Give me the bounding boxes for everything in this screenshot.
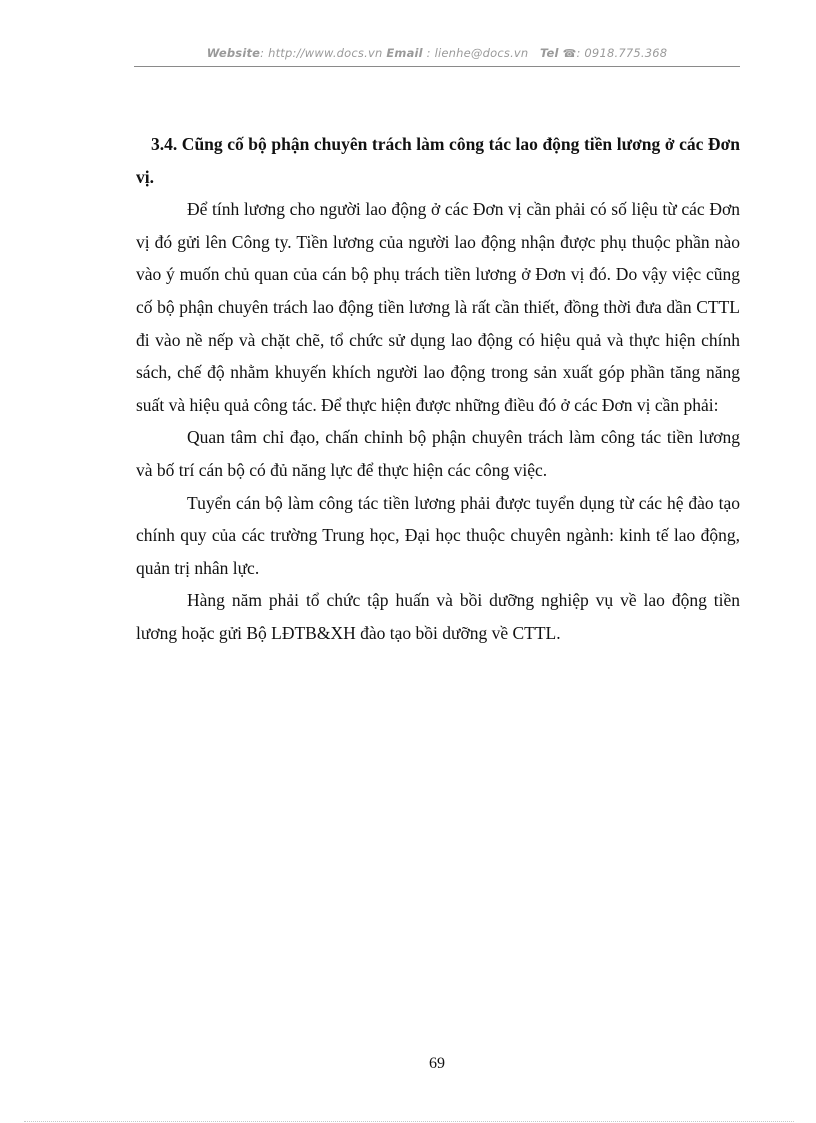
email-label: Email — [386, 46, 423, 60]
section-heading: 3.4. Cũng cố bộ phận chuyên trách làm công tác lao động tiền lương ở các Đơn vị. — [136, 134, 740, 187]
tel-label: Tel — [540, 46, 559, 60]
website-label: Website — [206, 46, 261, 60]
page-header — [134, 46, 740, 60]
document-body — [136, 128, 740, 650]
website-value: : http://www.docs.vn — [260, 46, 383, 60]
paragraph: Hàng năm phải tổ chức tập huấn và bồi dưỡng nghiệp vụ về lao động tiền lương hoặc gửi Bộ LĐTB&XH đào tạo bồi dưỡng về CTTL. — [136, 590, 740, 643]
telephone-icon: ☎ — [562, 47, 577, 60]
email-value: : lienhe@docs.vn — [422, 46, 529, 60]
page-bottom-border — [24, 1121, 794, 1122]
paragraph: Quan tâm chỉ đạo, chấn chỉnh bộ phận chuyên trách làm công tác tiền lương và bố trí cán bộ có đủ năng lực để thực hiện các công việc. — [136, 427, 740, 480]
tel-value: : 0918.775.368 — [576, 46, 668, 60]
paragraph: Tuyển cán bộ làm công tác tiền lương phải được tuyển dụng từ các hệ đào tạo chính quy của các trường Trung học, Đại học thuộc chuyên ngành: kinh tế lao động, quản trị nhân lực. — [136, 492, 740, 578]
page-number: 69 — [429, 1055, 445, 1072]
header-divider — [134, 66, 740, 67]
paragraph: Để tính lương cho người lao động ở các Đơn vị cần phải có số liệu từ các Đơn vị đó gửi lên Công ty. Tiền lương của người lao động nhận được phụ thuộc phần nào vào ý muốn chủ quan của cán bộ phụ trách tiền lương ở Đơn vị đó. Do vậy việc cũng cố bộ phận chuyên trách lao động tiền lương là rất cần thiết, đồng thời đưa dần CTTL đi vào nề nếp và chặt chẽ, tổ chức sử dụng lao động có hiệu quả và thực hiện chính sách, chế độ nhằm khuyến khích người lao động trong sản xuất góp phần tăng năng suất và hiệu quả công tác. Để thực hiện được những điều đó ở các Đơn vị cần phải: — [136, 199, 740, 415]
